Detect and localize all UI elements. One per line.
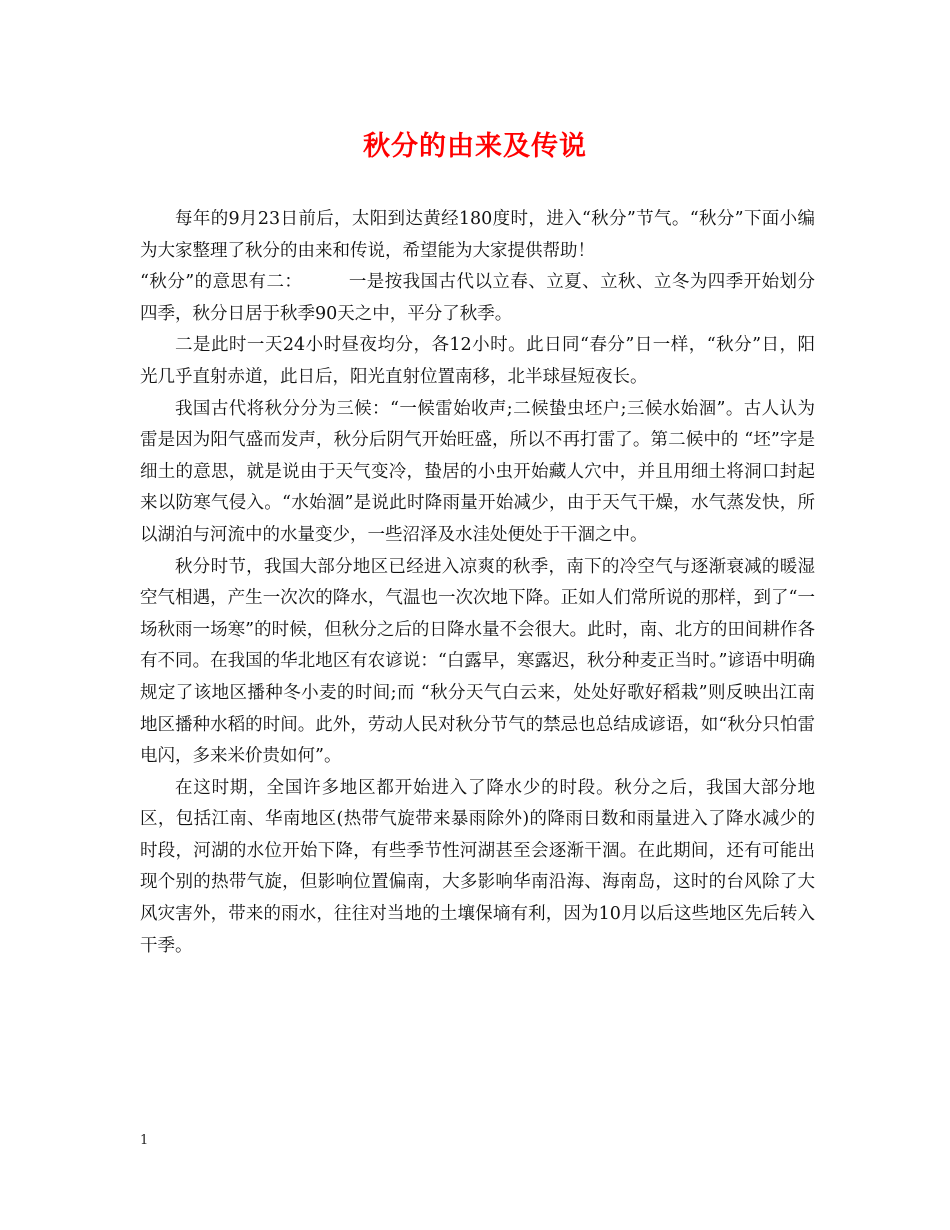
paragraph-three-phases: 我国古代将秋分分为三候：“一候雷始收声;二候蛰虫坯户;三候水始涸”。古人认为雷是因为阳气盛而发声，秋分后阴气开始旺盛，所以不再打雷了。第二候中的 “坯”字是细土的意思，就是说由于天气变冷，蛰居的小虫开始藏人穴中，并且用细土将洞口封起来以防寒气侵入。“水始涸”是说此时降雨量开始减少，由于天气干燥，水气蒸发快，所以湖泊与河流中的水量变少，一些沼泽及水洼处便处于干涸之中。 [140, 398, 815, 545]
page-number: 1 [140, 1133, 149, 1148]
paragraph-meaning [140, 267, 815, 330]
meaning-lead: “秋分”的意思有二： [140, 272, 303, 293]
document-title: 秋分的由来及传说 [363, 131, 587, 162]
meaning-first: 一是按我国古代以立春、立夏、立秋、立冬为四季开始划分四季，秋分日居于秋季90天之中，平分了秋季。 [140, 272, 815, 324]
document-body [140, 204, 815, 962]
paragraph-meaning-second: 二是此时一天24小时昼夜均分，各12小时。此日同“春分”日一样，“秋分”日，阳光几乎直射赤道，此日后，阳光直射位置南移，北半球昼短夜长。 [140, 335, 815, 387]
paragraph-intro: 每年的9月23日前后，太阳到达黄经180度时，进入“秋分”节气。“秋分”下面小编为大家整理了秋分的由来和传说，希望能为大家提供帮助！ [140, 209, 815, 261]
paragraph-climate: 在这时期，全国许多地区都开始进入了降水少的时段。秋分之后，我国大部分地区，包括江南、华南地区(热带气旋带来暴雨除外)的降雨日数和雨量进入了降水减少的时段，河湖的水位开始下降，有些季节性河湖甚至会逐渐干涸。在此期间，还有可能出现个别的热带气旋，但影响位置偏南，大多影响华南沿海、海南岛，这时的台风除了大风灾害外，带来的雨水，往往对当地的土壤保墒有利，因为10月以后这些地区先后转入干季。 [140, 777, 815, 956]
paragraph-farming: 秋分时节，我国大部分地区已经进入凉爽的秋季，南下的冷空气与逐渐衰减的暖湿空气相遇，产生一次次的降水，气温也一次次地下降。正如人们常所说的那样，到了“一场秋雨一场寒”的时候，但秋分之后的日降水量不会很大。此时，南、北方的田间耕作各有不同。在我国的华北地区有农谚说：“白露早，寒露迟，秋分种麦正当时。”谚语中明确规定了该地区播种冬小麦的时间;而 “秋分天气白云来，处处好歌好稻栽”则反映出江南地区播种水稻的时间。此外，劳动人民对秋分节气的禁忌也总结成谚语，如“秋分只怕雷电闪，多来米价贵如何”。 [140, 556, 815, 767]
